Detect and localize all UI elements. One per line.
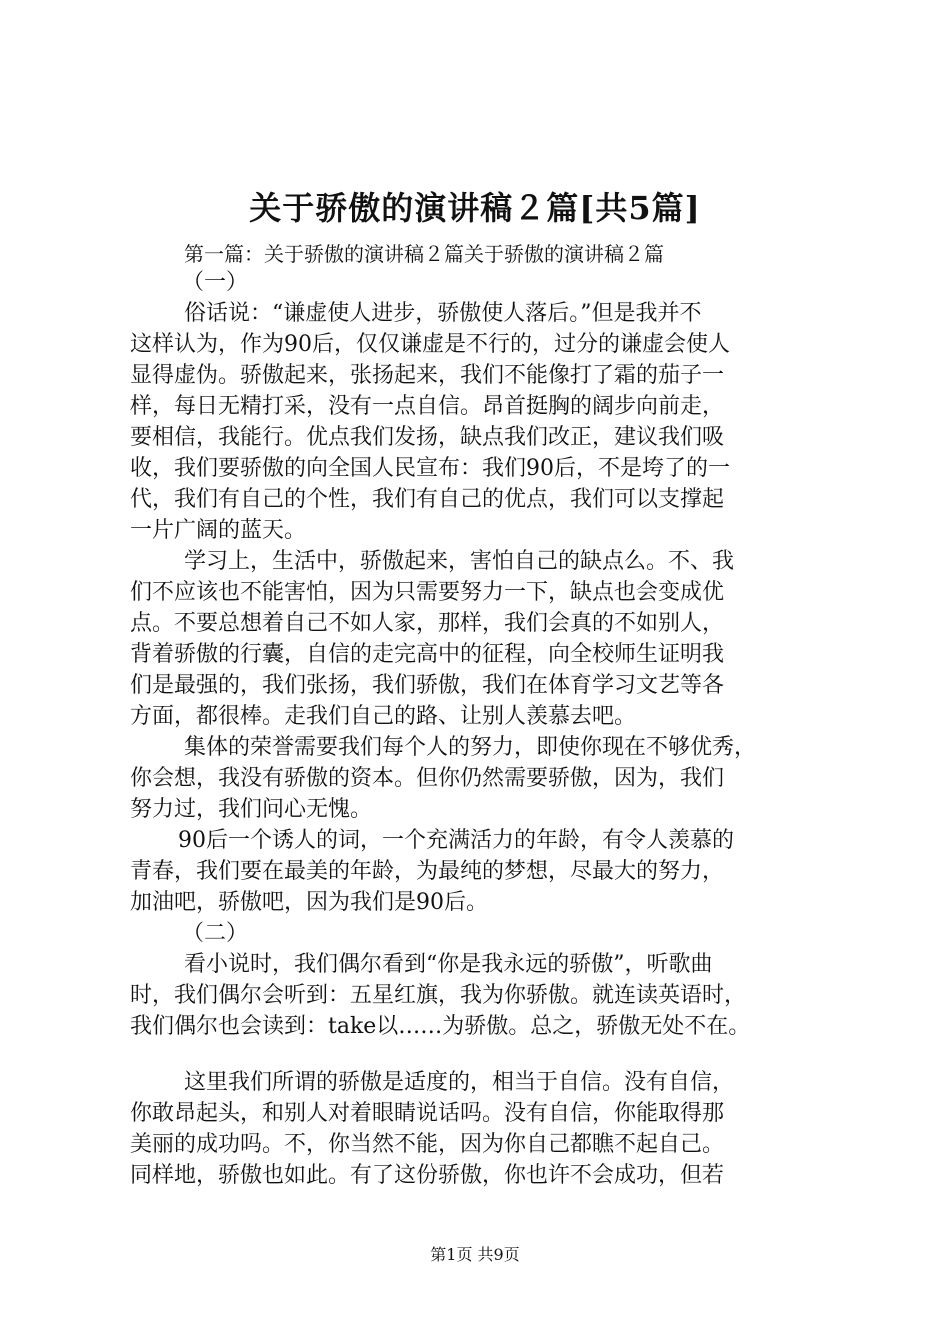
paragraph-line: 学习上，生活中，骄傲起来，害怕自己的缺点么。不、我 <box>184 549 735 574</box>
page-number: 第1页 共9页 <box>430 1245 520 1264</box>
paragraph-line: 加油吧，骄傲吧，因为我们是90后。 <box>130 890 488 915</box>
paragraph-line: 一片广阔的蓝天。 <box>130 518 307 543</box>
paragraph-line: 这里我们所谓的骄傲是适度的，相当于自信。没有自信， <box>184 1070 735 1095</box>
section-marker-2: （二） <box>182 921 249 946</box>
paragraph-line: 显得虚伪。骄傲起来，张扬起来，我们不能像打了霜的茄子一 <box>130 363 725 388</box>
paragraph-line: 时，我们偶尔会听到：五星红旗，我为你骄傲。就连读英语时， <box>130 983 747 1008</box>
paragraph-line: 们不应该也不能害怕，因为只需要努力一下，缺点也会变成优 <box>130 580 725 605</box>
paragraph-line: 90后一个诱人的词，一个充满活力的年龄，有令人羡慕的 <box>178 828 734 853</box>
paragraph-line: 同样地，骄傲也如此。有了这份骄傲，你也许不会成功，但若 <box>130 1163 725 1188</box>
paragraph-line: 代，我们有自己的个性，我们有自己的优点，我们可以支撑起 <box>130 487 725 512</box>
document-title: 关于骄傲的演讲稿２篇[共5篇] <box>249 189 701 227</box>
paragraph-line: 点。不要总想着自己不如人家，那样，我们会真的不如别人， <box>130 611 725 636</box>
paragraph-line: 你会想，我没有骄傲的资本。但你仍然需要骄傲，因为，我们 <box>130 766 725 791</box>
paragraph-line: 样，每日无精打采，没有一点自信。昂首挺胸的阔步向前走， <box>130 394 725 419</box>
paragraph-line: 俗话说：“谦虚使人进步，骄傲使人落后。”但是我并不 <box>184 301 702 326</box>
paragraph-line: 美丽的成功吗。不，你当然不能，因为你自己都瞧不起自己。 <box>130 1132 725 1157</box>
paragraph-line: 努力过，我们问心无愧。 <box>130 797 373 822</box>
paragraph-line: 青春，我们要在最美的年龄，为最纯的梦想，尽最大的努力， <box>130 859 725 884</box>
paragraph-line: 收，我们要骄傲的向全国人民宣布：我们90后，不是垮了的一 <box>130 456 730 481</box>
document-subtitle: 第一篇：关于骄傲的演讲稿２篇关于骄傲的演讲稿２篇 <box>184 242 664 266</box>
paragraph-line: 集体的荣誉需要我们每个人的努力，即使你现在不够优秀， <box>184 735 757 760</box>
paragraph-line: 你敢昂起头，和别人对着眼睛说话吗。没有自信，你能取得那 <box>130 1101 725 1126</box>
paragraph-line: 我们偶尔也会读到：take以……为骄傲。总之，骄傲无处不在。 <box>130 1014 751 1039</box>
paragraph-line: 这样认为，作为90后，仅仅谦虚是不行的，过分的谦虚会使人 <box>130 332 730 357</box>
section-marker-1: （一） <box>182 270 249 295</box>
paragraph-line: 看小说时，我们偶尔看到“你是我永远的骄傲”，听歌曲 <box>184 952 713 977</box>
paragraph-line: 背着骄傲的行囊，自信的走完高中的征程，向全校师生证明我 <box>130 642 725 667</box>
paragraph-line: 要相信，我能行。优点我们发扬，缺点我们改正，建议我们吸 <box>130 425 725 450</box>
paragraph-line: 方面，都很棒。走我们自己的路、让别人羡慕去吧。 <box>130 704 637 729</box>
paragraph-line: 们是最强的，我们张扬，我们骄傲，我们在体育学习文艺等各 <box>130 673 725 698</box>
